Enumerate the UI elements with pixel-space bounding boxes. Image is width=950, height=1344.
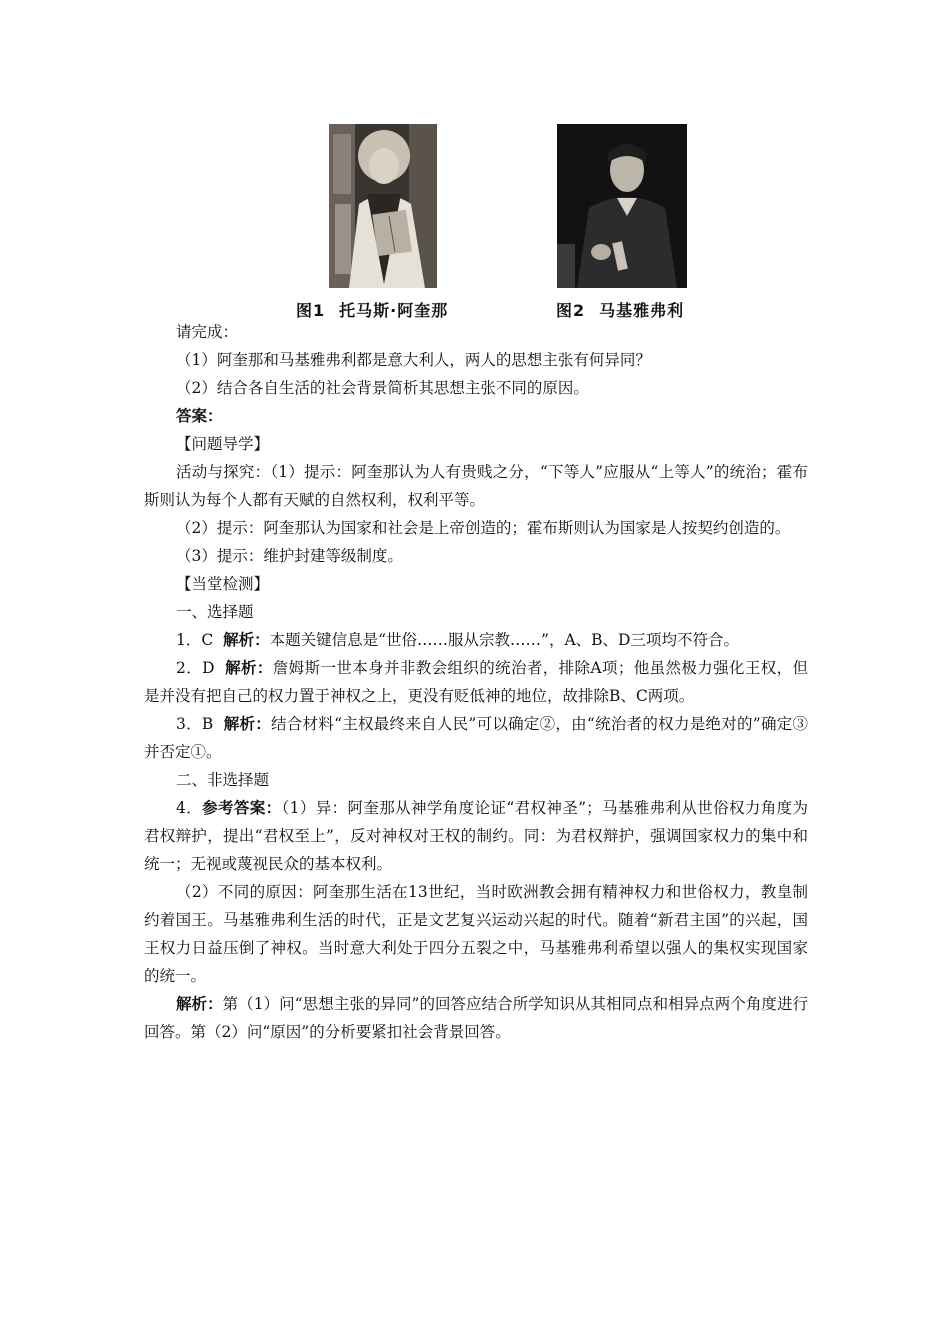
portrait-aquinas-image: [329, 124, 437, 288]
analysis-text: 本题关键信息是“世俗……服从宗教……”，A、B、D三项均不符合。: [269, 631, 739, 649]
figure-number: 图2: [556, 301, 586, 320]
guide-item-2: （2）提示：阿奎那认为国家和社会是上帝创造的；霍布斯则认为国家是人按契约创造的。: [176, 519, 791, 537]
reference-answer-label: 参考答案：: [202, 798, 282, 817]
analysis-text: 结合材料“主权最终来自人民”可以确定②，由“统治者的权力是绝对的”确定③并否定①。: [144, 715, 808, 761]
portrait-machiavelli-image: [557, 124, 687, 288]
section-heading-choice: 一、选择题: [176, 603, 254, 621]
choice-answer-2: [144, 654, 808, 710]
essay-analysis: [144, 990, 808, 1046]
figure-caption-text: 托马斯·阿奎那: [339, 301, 449, 320]
essay-answer-part-2: （2）不同的原因：阿奎那生活在13世纪，当时欧洲教会拥有精神权力和世俗权力，教皇制约着国王。马基雅弗利生活的时代，正是文艺复兴运动兴起的时代。随着“新君主国”的兴起，国王权力日益压倒了神权。当时意大利处于四分五裂之中，马基雅弗利希望以强人的集权实现国家的统一。: [144, 883, 808, 985]
check-heading: 【当堂检测】: [176, 575, 270, 593]
question-1: （1）阿奎那和马基雅弗利都是意大利人，两人的思想主张有何异同？: [176, 351, 651, 369]
essay-answer-part-1: [144, 794, 808, 878]
answer-number: 1．C: [176, 631, 214, 649]
analysis-label: 解析：: [223, 630, 270, 649]
prompt-line: 请完成：: [176, 323, 239, 341]
choice-answer-3: [144, 710, 808, 766]
answer-number: 3．B: [176, 715, 214, 733]
guide-item-3: （3）提示：维护封建等级制度。: [176, 547, 403, 565]
figure-caption-text: 马基雅弗利: [599, 301, 685, 320]
figure-number: 图1: [296, 301, 326, 320]
answer-text: （1）异：阿奎那从神学角度论证“君权神圣”；马基雅弗利从世俗权力角度为君权辩护，提出“君权至上”，反对神权对王权的制约。同：为君权辩护，强调国家权力的集中和统一；无视或蔑视民众的基本权利。: [144, 799, 808, 873]
guide-heading: 【问题导学】: [176, 435, 270, 453]
analysis-label: 解析：: [176, 994, 223, 1013]
answer-number: 4．: [176, 799, 203, 817]
document-body: [144, 318, 808, 1046]
choice-answer-1: [144, 626, 808, 654]
answer-number: 2．D: [176, 659, 215, 677]
section-heading-nonchoice: 二、非选择题: [176, 771, 270, 789]
question-2: （2）结合各自生活的社会背景简析其思想主张不同的原因。: [176, 379, 589, 397]
analysis-text: 詹姆斯一世本身并非教会组织的统治者，排除A项；他虽然极力强化王权，但是并没有把自己的权力置于神权之上，更没有贬低神的地位，故排除B、C两项。: [144, 659, 808, 705]
analysis-label: 解析：: [223, 714, 271, 733]
answer-heading: 答案：: [176, 406, 223, 425]
figure-area: [0, 0, 950, 330]
analysis-text: 第（1）问“思想主张的异同”的回答应结合所学知识从其相同点和相异点两个角度进行回答。第（2）问“原因”的分析要紧扣社会背景回答。: [144, 995, 808, 1041]
guide-item-1: 活动与探究：（1）提示：阿奎那认为人有贵贱之分，“下等人”应服从“上等人”的统治；霍布斯则认为每个人都有天赋的自然权利，权利平等。: [144, 463, 808, 509]
analysis-label: 解析：: [225, 658, 273, 677]
